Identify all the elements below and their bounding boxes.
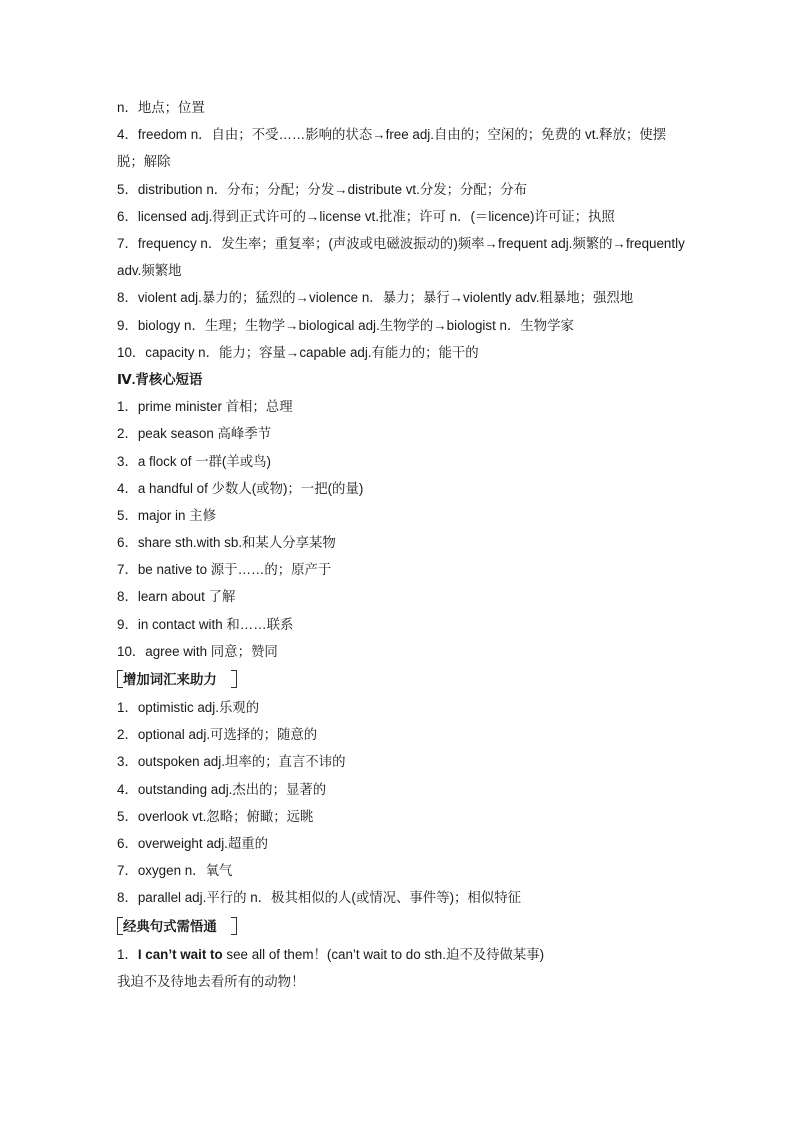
entry-text: n．自由；不受……影响的状态→free adj.自由的；空闲的；免费的 vt.释放；使摆脱；解除 [117,127,667,170]
entry-line [117,284,687,311]
sentence-line [117,941,687,968]
entry-line [117,312,687,339]
document-page [117,94,687,995]
entry-line [117,176,687,203]
vocab-line: 8．parallel adj.平行的 n．极其相似的人(或情况、事件等)；相似特征 [117,890,521,906]
entry-term: biology [137,317,181,333]
entry-text: n．能力；容量→capable adj.有能力的；能干的 [194,344,479,360]
entry-text: n．生理；生物学→biological adj.生物学的→biologist n．生物学家 [180,317,574,333]
phrase-line: 4．a handful of 少数人(或物)；一把(的量) [117,480,364,496]
phrase-line: 3．a flock of 一群(羊或鸟) [117,453,272,469]
phrase-line: 1．prime minister 首相；总理 [117,399,293,415]
vocab-line: 6．overweight adj.超重的 [117,835,269,851]
entry-number: 4． [117,127,138,143]
entry-number: 6． [117,208,138,224]
entry-number: 10． [117,344,146,360]
entry-term: freedom [137,127,187,143]
sentence-translation: 我迫不及待地去看所有的动物！ [117,973,305,989]
entry-term: distribution [137,181,203,197]
entry-text: n．发生率；重复率；(声波或电磁波振动的)频率→frequent adj.频繁的→frequently adv.频繁地 [117,235,685,279]
entry-text: adj.得到正式许可的→license vt.批准；许可 n．(＝licence)许可证；执照 [186,208,615,224]
entry-term: frequency [137,235,197,251]
phrase-line: 2．peak season 高峰季节 [117,426,272,442]
entry-term: violent [137,290,177,306]
entry-line [117,94,687,121]
entry-text: n．分布；分配；分发→distribute vt.分发；分配；分布 [202,181,527,197]
boxed-heading-text: 经典句式需悟通 [123,918,217,934]
phrase-line: 5．major in 主修 [117,507,216,523]
entry-number: 5． [117,181,138,197]
phrase-line: 8．learn about 了解 [117,589,236,605]
entry-text: n．地点；位置 [117,100,205,115]
section-heading: Ⅳ.背核心短语 [117,371,203,387]
vocab-line: 3．outspoken adj.坦率的；直言不讳的 [117,754,346,770]
entry-number: 8． [117,290,138,306]
entry-line [117,203,687,230]
vocab-line: 5．overlook vt.忽略；俯瞰；远眺 [117,808,314,824]
vocab-line: 1．optimistic adj.乐观的 [117,700,260,715]
entry-number: 9． [117,317,138,333]
entry-number: 7． [117,235,138,251]
phrase-line: 9．in contact with 和……联系 [117,616,294,632]
boxed-heading-sentences [117,913,687,941]
phrase-line: 10．agree with 同意；赞同 [117,643,278,659]
sentence-number: 1． [117,946,138,962]
entry-term: capacity [145,344,195,360]
sentence-pattern: I can’t wait to [137,946,223,962]
entry-line [117,121,687,175]
phrase-line: 7．be native to 源于……的；原产于 [117,562,332,578]
bracket-right [231,917,237,935]
entry-line [117,339,687,366]
sentence-text: see all of them！(can’t wait to do sth.迫不及待做某事) [222,946,545,962]
entry-text: adj.暴力的；猛烈的→violence n．暴力；暴行→violently adv.粗暴地；强烈地 [176,290,634,306]
vocab-line: 4．outstanding adj.杰出的；显著的 [117,781,327,797]
vocab-line: 2．optional adj.可选择的；随意的 [117,727,318,743]
boxed-heading-vocabulary [117,666,687,694]
entry-line [117,230,687,284]
bracket-right [231,670,237,688]
phrase-line: 6．share sth.with sb.和某人分享某物 [117,535,336,551]
boxed-heading-text: 增加词汇来助力 [123,672,217,687]
vocab-line: 7．oxygen n．氧气 [117,863,233,879]
entry-term: licensed [137,208,187,224]
